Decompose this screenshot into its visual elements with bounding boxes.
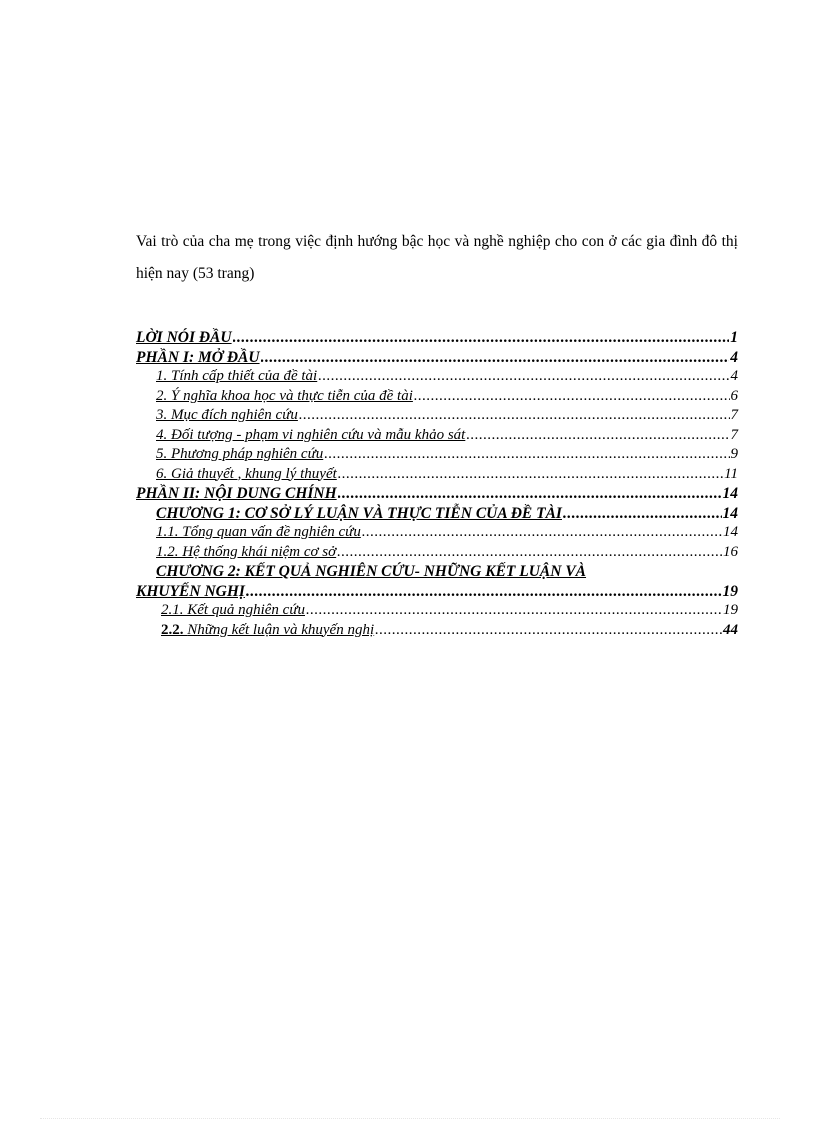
toc-leader [563, 504, 722, 524]
toc-page-number: 1 [730, 329, 738, 346]
toc-label: 6. Giả thuyết , khung lý thuyết [156, 465, 337, 482]
toc-entry-1[interactable] [136, 367, 738, 387]
toc-leader [246, 582, 722, 602]
toc-label: 3. Mục đích nghiên cứu [156, 407, 298, 423]
toc-leader [337, 543, 722, 563]
toc-label: CHƯƠNG 1: CƠ SỞ LÝ LUẬN VÀ THỰC TIỄN CỦA ĐỀ TÀI [156, 504, 562, 522]
toc-entry-5[interactable] [136, 445, 738, 465]
toc-label-text: Những kết luận và khuyến nghị [187, 621, 375, 638]
toc-entry-6[interactable] [136, 465, 738, 485]
toc-entry-1-2[interactable] [136, 543, 738, 563]
toc-page-number: 19 [722, 582, 738, 600]
toc-label: PHẦN II: NỘI DUNG CHÍNH [136, 485, 337, 502]
table-of-contents [136, 328, 738, 640]
page-bottom-rule [40, 1118, 780, 1120]
toc-page-number: 14 [723, 524, 738, 540]
toc-label: 1.2. Hệ thống khái niệm cơ sở [156, 543, 337, 560]
toc-leader [375, 621, 722, 641]
toc-page-number: 4 [730, 368, 738, 384]
document-title: Vai trò của cha mẹ trong việc định hướng bậc học và nghề nghiệp cho con ở các gia đình đô thị hiện nay (53 trang) [136, 233, 738, 282]
toc-leader [233, 328, 730, 348]
toc-leader [261, 348, 730, 368]
toc-page-number: 14 [722, 504, 738, 522]
toc-label: 4. Đối tượng - phạm vi nghiên cứu và mẫu khảo sát [156, 426, 466, 443]
toc-page-number: 7 [730, 407, 738, 423]
toc-number: 2.2. [161, 621, 184, 638]
toc-entry-phan-1[interactable] [136, 348, 738, 368]
toc-leader [338, 484, 722, 504]
toc-leader [299, 406, 730, 426]
toc-page-number: 14 [722, 485, 738, 502]
toc-label: 5. Phương pháp nghiên cứu [156, 446, 324, 462]
toc-label: PHẦN I: MỞ ĐẦU [136, 348, 260, 366]
toc-page-number: 19 [723, 602, 738, 618]
toc-entry-chuong-2-line2[interactable] [136, 582, 738, 602]
toc-label [161, 621, 374, 641]
toc-entry-chuong-1[interactable] [136, 504, 738, 524]
toc-label: 2.1. Kết quả nghiên cứu [161, 602, 305, 618]
toc-leader [306, 601, 722, 621]
toc-page-number: 9 [730, 446, 738, 462]
toc-label: 2. Ý nghĩa khoa học và thực tiễn của đề tài [156, 387, 413, 404]
toc-entry-1-1[interactable] [136, 523, 738, 543]
toc-leader [466, 426, 729, 446]
toc-page-number: 44 [723, 621, 738, 638]
toc-entry-3[interactable] [136, 406, 738, 426]
toc-entry-4[interactable] [136, 426, 738, 446]
toc-leader [318, 367, 729, 387]
toc-page-number: 16 [723, 543, 738, 560]
toc-leader [338, 465, 723, 485]
toc-entry-2-2[interactable] [136, 621, 738, 641]
toc-label: 1.1. Tổng quan vấn đề nghiên cứu [156, 524, 361, 540]
toc-label: KHUYẾN NGHỊ [136, 582, 245, 600]
toc-label: 1. Tính cấp thiết của đề tài [156, 368, 318, 384]
toc-leader [324, 445, 729, 465]
toc-label: LỜI NÓI ĐẦU [136, 329, 232, 346]
toc-leader [414, 387, 730, 407]
toc-leader [362, 523, 722, 543]
toc-page-number: 6 [730, 387, 738, 404]
toc-page-number: 7 [730, 426, 738, 443]
toc-entry-loi-noi-dau[interactable] [136, 328, 738, 348]
toc-entry-chuong-2-line1[interactable]: CHƯƠNG 2: KẾT QUẢ NGHIÊN CỨU- NHỮNG KẾT LUẬN VÀ [156, 563, 587, 580]
toc-page-number: 4 [730, 348, 738, 366]
toc-entry-2[interactable] [136, 387, 738, 407]
toc-entry-2-1[interactable] [136, 601, 738, 621]
toc-page-number: 11 [724, 465, 738, 482]
toc-entry-phan-2[interactable] [136, 484, 738, 504]
